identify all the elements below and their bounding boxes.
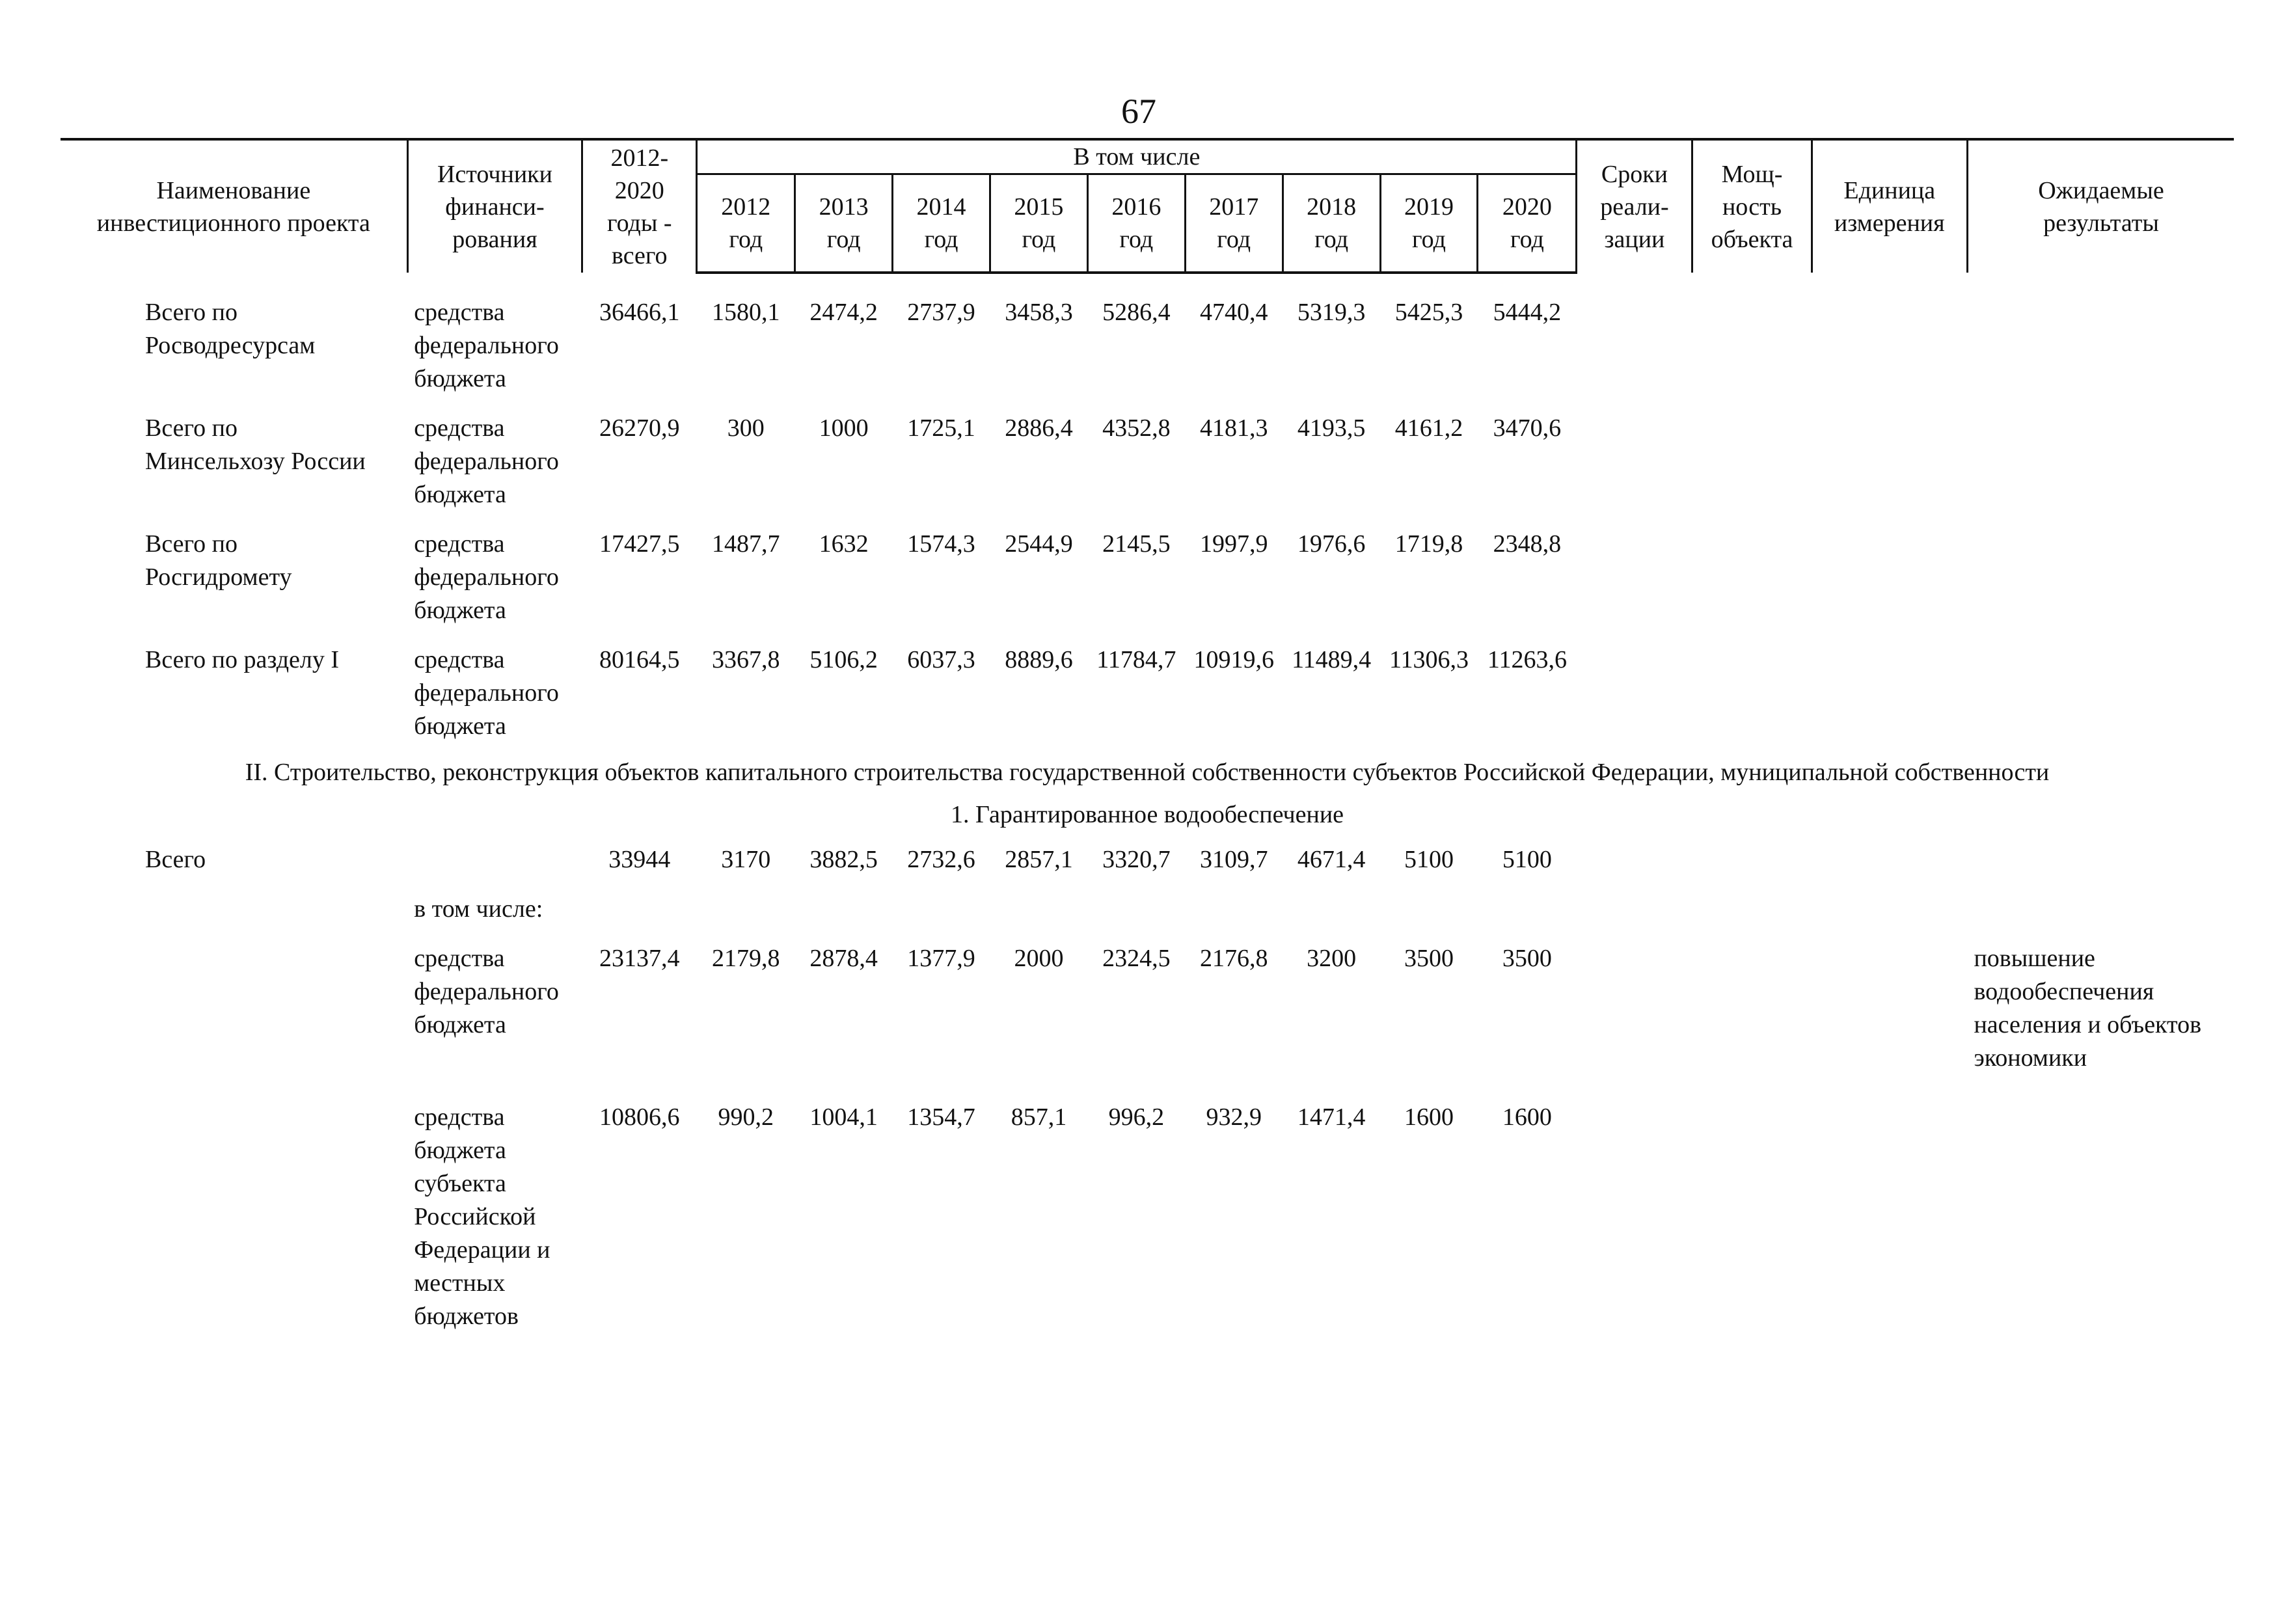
row-total: 17427,5: [599, 530, 680, 558]
header-year: 2014 год: [893, 174, 990, 273]
row-value: 5319,3: [1297, 299, 1366, 326]
row-value: 4181,3: [1199, 414, 1268, 442]
row-value: 1580,1: [712, 299, 780, 326]
row-value: 2324,5: [1102, 945, 1171, 972]
row-total: 36466,1: [599, 299, 680, 326]
header-including: В том числе: [697, 139, 1577, 174]
row-value: 3320,7: [1102, 846, 1171, 873]
row-value: 5444,2: [1493, 299, 1562, 326]
row-value: 5286,4: [1102, 299, 1171, 326]
header-year: 2018 год: [1283, 174, 1380, 273]
including-label: в том числе:: [414, 895, 543, 923]
header-year: 2017 год: [1185, 174, 1283, 273]
row-value: 1632: [819, 530, 869, 558]
row-value: 3500: [1502, 945, 1552, 972]
row-value: 3109,7: [1199, 846, 1268, 873]
section-title: II. Строительство, реконструкция объектов капитального строительства государственной собственности субъектов Российской Федерации, муниципальной собственности: [245, 759, 2050, 786]
row-value: 1471,4: [1297, 1103, 1366, 1131]
row-value: 2544,9: [1005, 530, 1073, 558]
row-value: 3500: [1404, 945, 1454, 972]
table-row: [61, 843, 2234, 876]
row-value: 2348,8: [1493, 530, 1562, 558]
row-value: 996,2: [1108, 1103, 1165, 1131]
header-capacity: Мощ- ность объекта: [1692, 139, 1812, 273]
header-name: Наименование инвестиционного проекта: [61, 139, 407, 273]
header-deadline: Сроки реали- зации: [1577, 139, 1692, 273]
table-row: [61, 1101, 2234, 1333]
row-value: 1600: [1404, 1103, 1454, 1131]
row-value: 5100: [1502, 846, 1552, 873]
subsection-title: 1. Гарантированное водообеспечение: [950, 801, 1344, 828]
expected-result: повышение водообеспечения населения и объектов экономики: [1974, 945, 2202, 1072]
row-value: 2179,8: [712, 945, 780, 972]
row-value: 2145,5: [1102, 530, 1171, 558]
row-source: средства федерального бюджета: [414, 945, 559, 1038]
row-value: 4740,4: [1199, 299, 1268, 326]
row-name: Всего по Росгидромету: [145, 530, 292, 591]
row-value: 2886,4: [1005, 414, 1073, 442]
row-value: 11263,6: [1487, 646, 1567, 673]
row-value: 1719,8: [1394, 530, 1463, 558]
header-results: Ожидаемые результаты: [1967, 139, 2234, 273]
row-value: 4352,8: [1102, 414, 1171, 442]
row-name: Всего по Росводресурсам: [145, 299, 316, 359]
row-value: 3367,8: [712, 646, 780, 673]
row-value: 1997,9: [1199, 530, 1268, 558]
row-value: 1574,3: [907, 530, 975, 558]
header-year: 2013 год: [795, 174, 893, 273]
row-value: 5106,2: [809, 646, 878, 673]
row-value: 3170: [721, 846, 771, 873]
header-year: 2015 год: [990, 174, 1087, 273]
row-value: 3458,3: [1005, 299, 1073, 326]
row-name: Всего по разделу I: [145, 646, 340, 673]
row-value: 10919,6: [1193, 646, 1274, 673]
row-total: 26270,9: [599, 414, 680, 442]
row-value: 2474,2: [809, 299, 878, 326]
row-value: 4671,4: [1297, 846, 1366, 873]
row-value: 857,1: [1011, 1103, 1067, 1131]
row-value: 2878,4: [809, 945, 878, 972]
table-row: [61, 528, 2234, 627]
row-value: 5100: [1404, 846, 1454, 873]
row-value: 4161,2: [1394, 414, 1463, 442]
row-source: средства федерального бюджета: [414, 299, 559, 392]
table-row: [61, 942, 2234, 1075]
row-value: 8889,6: [1005, 646, 1073, 673]
row-value: 1004,1: [809, 1103, 878, 1131]
table-body: [61, 296, 2234, 1333]
row-value: 6037,3: [907, 646, 975, 673]
row-value: 1487,7: [712, 530, 780, 558]
row-value: 1725,1: [907, 414, 975, 442]
row-value: 1976,6: [1297, 530, 1366, 558]
header-year: 2020 год: [1478, 174, 1577, 273]
row-value: 3470,6: [1493, 414, 1562, 442]
row-total: 33944: [608, 846, 671, 873]
table-header: [61, 138, 2234, 274]
header-total: 2012- 2020 годы - всего: [582, 139, 697, 273]
row-source: средства бюджета субъекта Российской Федерации и местных бюджетов: [414, 1103, 550, 1330]
row-total: 23137,4: [599, 945, 680, 972]
row-source: средства федерального бюджета: [414, 530, 559, 624]
table-row: [61, 412, 2234, 511]
row-value: 2176,8: [1199, 945, 1268, 972]
row-value: 1000: [819, 414, 869, 442]
row-value: 11306,3: [1389, 646, 1469, 673]
row-value: 932,9: [1206, 1103, 1262, 1131]
row-value: 990,2: [718, 1103, 774, 1131]
row-value: 1377,9: [907, 945, 975, 972]
row-value: 1600: [1502, 1103, 1552, 1131]
page-number: 67: [1121, 92, 1156, 131]
row-name: Всего по Минсельхозу России: [145, 414, 366, 475]
row-value: 1354,7: [907, 1103, 975, 1131]
row-total: 10806,6: [599, 1103, 680, 1131]
row-value: 3200: [1307, 945, 1357, 972]
row-value: 5425,3: [1394, 299, 1463, 326]
header-year: 2019 год: [1380, 174, 1478, 273]
row-source: средства федерального бюджета: [414, 646, 559, 740]
row-value: 2732,6: [907, 846, 975, 873]
row-source: средства федерального бюджета: [414, 414, 559, 508]
row-total: 80164,5: [599, 646, 680, 673]
header-year: 2016 год: [1087, 174, 1185, 273]
row-value: 4193,5: [1297, 414, 1366, 442]
row-value: 2737,9: [907, 299, 975, 326]
row-value: 300: [727, 414, 765, 442]
header-unit: Единица измерения: [1812, 139, 1967, 273]
table-row: [61, 643, 2234, 743]
row-value: 2857,1: [1005, 846, 1073, 873]
row-value: 2000: [1014, 945, 1064, 972]
header-year: 2012 год: [697, 174, 795, 273]
row-value: 11784,7: [1096, 646, 1176, 673]
row-name: Всего: [145, 846, 206, 873]
table-row: [61, 296, 2234, 396]
row-value: 11489,4: [1292, 646, 1372, 673]
header-source: Источники финанси- рования: [407, 139, 582, 273]
row-value: 3882,5: [809, 846, 878, 873]
